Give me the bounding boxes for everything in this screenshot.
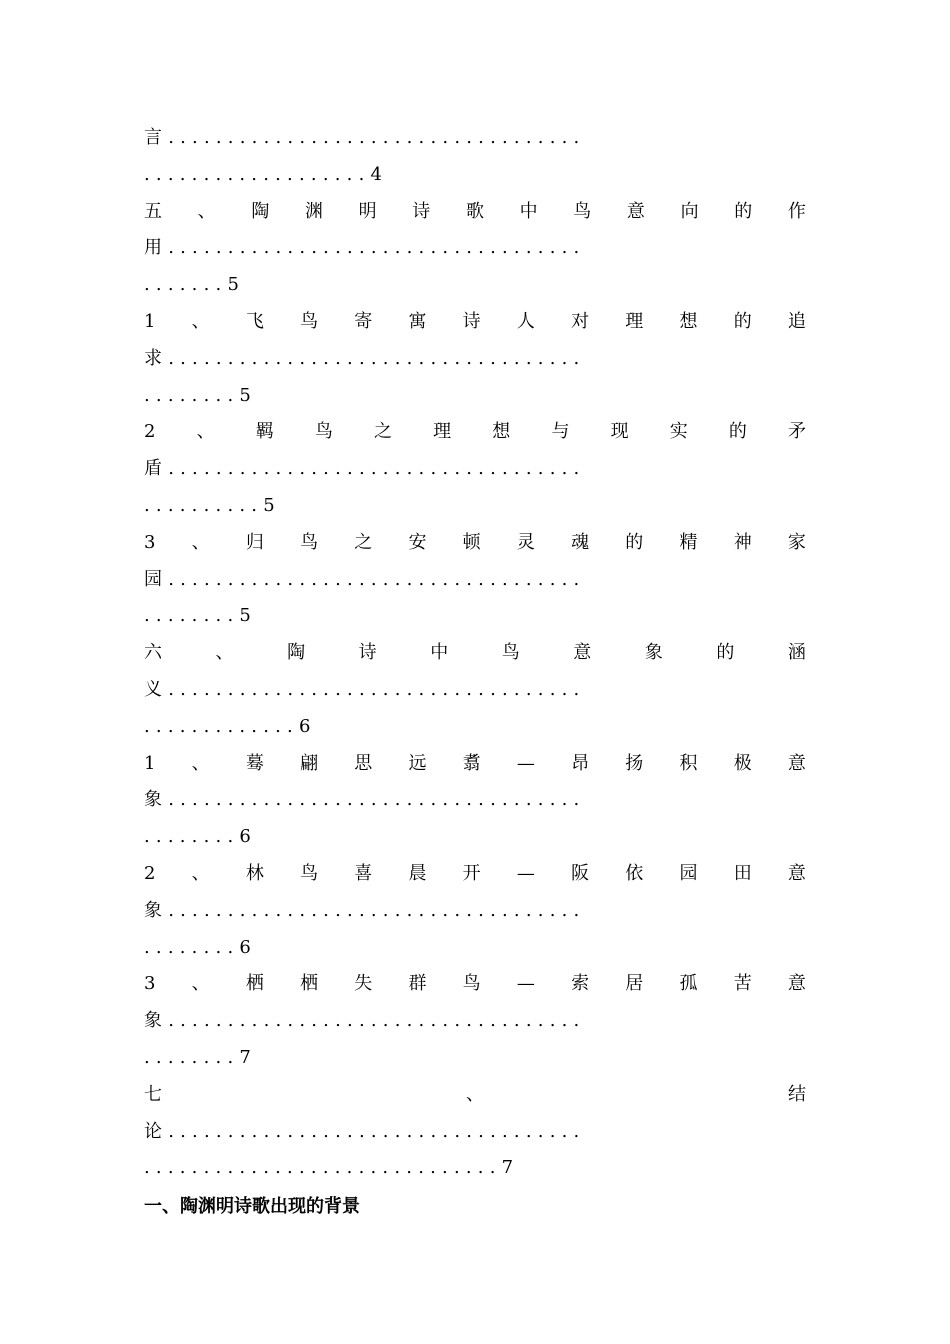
toc-title-char: 归 (245, 532, 264, 553)
toc-title-char: 远 (408, 753, 427, 774)
toc-entry-leader: 象................................... (144, 789, 586, 810)
toc-title-char: 七 (144, 1084, 162, 1105)
toc-title-char: 、 (191, 753, 210, 774)
toc-title-char: 极 (733, 753, 752, 774)
toc-title-char: 寄 (354, 311, 373, 332)
toc-title-char: 意 (787, 753, 806, 774)
toc-title-char: — (516, 973, 535, 994)
toc-title-char: 六 (144, 642, 162, 663)
toc-title-char: — (516, 753, 535, 774)
toc-title-char: 、 (215, 642, 234, 663)
toc-title-char: 、 (191, 973, 210, 994)
toc-title-char: 陶 (251, 201, 270, 222)
toc-title-char: 鸟 (300, 863, 319, 884)
toc-title-char: 、 (191, 863, 210, 884)
toc-title-char: 失 (354, 973, 373, 994)
toc-title-char: 人 (516, 311, 535, 332)
toc-entry-title (144, 420, 806, 444)
toc-title-char: 明 (358, 201, 377, 222)
toc-title-char: 矛 (788, 421, 806, 442)
toc-title-char: 诗 (412, 201, 431, 222)
toc-title-char: 与 (551, 421, 570, 442)
toc-title-char: 喜 (354, 863, 373, 884)
toc-title-char: 孤 (679, 973, 698, 994)
toc-entry-title (144, 200, 806, 224)
toc-title-char: 中 (430, 642, 449, 663)
toc-entry-leader: 象................................... (144, 900, 586, 921)
toc-title-char: 神 (733, 532, 752, 553)
toc-title-char: 灵 (516, 532, 535, 553)
toc-entry-leader: 象................................... (144, 1010, 586, 1031)
toc-title-char: 歌 (465, 201, 484, 222)
toc-title-char: 翥 (462, 753, 481, 774)
toc-entry-leader: ........5 (144, 385, 258, 406)
toc-title-char: 、 (196, 421, 215, 442)
toc-title-char: 扬 (625, 753, 644, 774)
toc-title-char: 渊 (304, 201, 323, 222)
toc-entry-title (144, 641, 806, 665)
toc-entry-leader: .............6 (144, 716, 317, 737)
toc-title-char: 翩 (300, 753, 319, 774)
toc-title-char: 鸟 (573, 201, 592, 222)
toc-title-char: 理 (625, 311, 644, 332)
toc-title-char: 羁 (255, 421, 274, 442)
toc-title-char: 昂 (571, 753, 590, 774)
toc-title-char: 栖 (300, 973, 319, 994)
toc-entry-leader: .......5 (144, 274, 246, 295)
toc-title-char: 的 (733, 311, 752, 332)
toc-entry-leader: 言................................... (144, 127, 586, 148)
toc-entry-leader: ..........5 (144, 495, 281, 516)
toc-title-char: 栖 (245, 973, 264, 994)
toc-entry-title (144, 1083, 806, 1107)
toc-title-char: 诗 (358, 642, 377, 663)
toc-entry-leader: ........6 (144, 937, 258, 958)
toc-title-char: 居 (625, 973, 644, 994)
toc-entry-title (144, 752, 806, 776)
toc-entry-title (144, 531, 806, 555)
toc-title-char: 意 (573, 642, 592, 663)
toc-title-char: 蓦 (245, 753, 264, 774)
toc-title-char: 想 (492, 421, 511, 442)
toc-title-char: 意 (626, 201, 645, 222)
toc-title-char: 思 (354, 753, 373, 774)
toc-title-char: 开 (462, 863, 481, 884)
toc-title-char: 五 (144, 201, 162, 222)
toc-title-char: 田 (733, 863, 752, 884)
toc-title-char: 理 (433, 421, 452, 442)
toc-title-char: 的 (728, 421, 747, 442)
toc-title-char: 意 (787, 973, 806, 994)
toc-title-char: 寓 (408, 311, 427, 332)
toc-title-char: 实 (669, 421, 688, 442)
toc-entry-title (144, 862, 806, 886)
toc-title-char: 安 (408, 532, 427, 553)
toc-entry-leader: ........5 (144, 605, 258, 626)
toc-title-char: 鸟 (300, 311, 319, 332)
toc-title-char: 园 (679, 863, 698, 884)
toc-title-char: 涵 (787, 642, 806, 663)
toc-title-char: 阪 (571, 863, 590, 884)
toc-title-char: 飞 (245, 311, 264, 332)
toc-entry-title (144, 972, 806, 996)
toc-entry-leader: ........6 (144, 826, 258, 847)
toc-title-char: 1 (144, 311, 156, 332)
toc-entry-leader: 园................................... (144, 569, 586, 590)
toc-title-char: 作 (787, 201, 806, 222)
toc-entry-leader: 盾................................... (144, 458, 586, 479)
toc-title-char: 追 (787, 311, 806, 332)
toc-title-char: 鸟 (314, 421, 333, 442)
toc-title-char: 想 (679, 311, 698, 332)
toc-title-char: 顿 (462, 532, 481, 553)
toc-title-char: 的 (625, 532, 644, 553)
toc-title-char: 中 (519, 201, 538, 222)
toc-title-char: 、 (466, 1084, 484, 1105)
toc-title-char: 积 (679, 753, 698, 774)
toc-title-char: 对 (571, 311, 590, 332)
toc-title-char: 晨 (408, 863, 427, 884)
toc-title-char: 诗 (462, 311, 481, 332)
toc-title-char: 家 (787, 532, 806, 553)
toc-title-char: 之 (354, 532, 373, 553)
toc-title-char: 象 (644, 642, 663, 663)
toc-title-char: — (516, 863, 535, 884)
toc-title-char: 依 (625, 863, 644, 884)
toc-title-char: 现 (610, 421, 629, 442)
toc-title-char: 鸟 (300, 532, 319, 553)
toc-title-char: 的 (716, 642, 735, 663)
toc-title-char: 鸟 (501, 642, 520, 663)
toc-title-char: 索 (571, 973, 590, 994)
toc-title-char: 3 (144, 973, 156, 994)
section-heading: 一、陶渊明诗歌出现的背景 (144, 1196, 360, 1217)
toc-title-char: 的 (734, 201, 753, 222)
toc-title-char: 意 (787, 863, 806, 884)
toc-title-char: 结 (788, 1084, 806, 1105)
toc-entry-leader: 论................................... (144, 1121, 586, 1142)
toc-entry-leader: 求................................... (144, 348, 586, 369)
toc-entry-leader: 用................................... (144, 237, 586, 258)
toc-title-char: 2 (144, 863, 156, 884)
toc-title-char: 、 (191, 532, 210, 553)
toc-entry-leader: ........7 (144, 1047, 258, 1068)
toc-title-char: 3 (144, 532, 156, 553)
toc-title-char: 陶 (287, 642, 306, 663)
toc-title-char: 精 (679, 532, 698, 553)
toc-title-char: 1 (144, 753, 156, 774)
toc-title-char: 向 (680, 201, 699, 222)
toc-title-char: 之 (374, 421, 393, 442)
toc-title-char: 鸟 (462, 973, 481, 994)
toc-entry-leader: 义................................... (144, 679, 586, 700)
toc-entry-leader: ...................4 (144, 164, 389, 185)
toc-title-char: 林 (245, 863, 264, 884)
toc-entry-title (144, 310, 806, 334)
toc-title-char: 苦 (733, 973, 752, 994)
toc-title-char: 、 (197, 201, 216, 222)
toc-title-char: 群 (408, 973, 427, 994)
toc-entry-leader: ..............................7 (144, 1157, 520, 1178)
toc-title-char: 、 (191, 311, 210, 332)
toc-title-char: 魂 (571, 532, 590, 553)
toc-title-char: 2 (144, 421, 156, 442)
